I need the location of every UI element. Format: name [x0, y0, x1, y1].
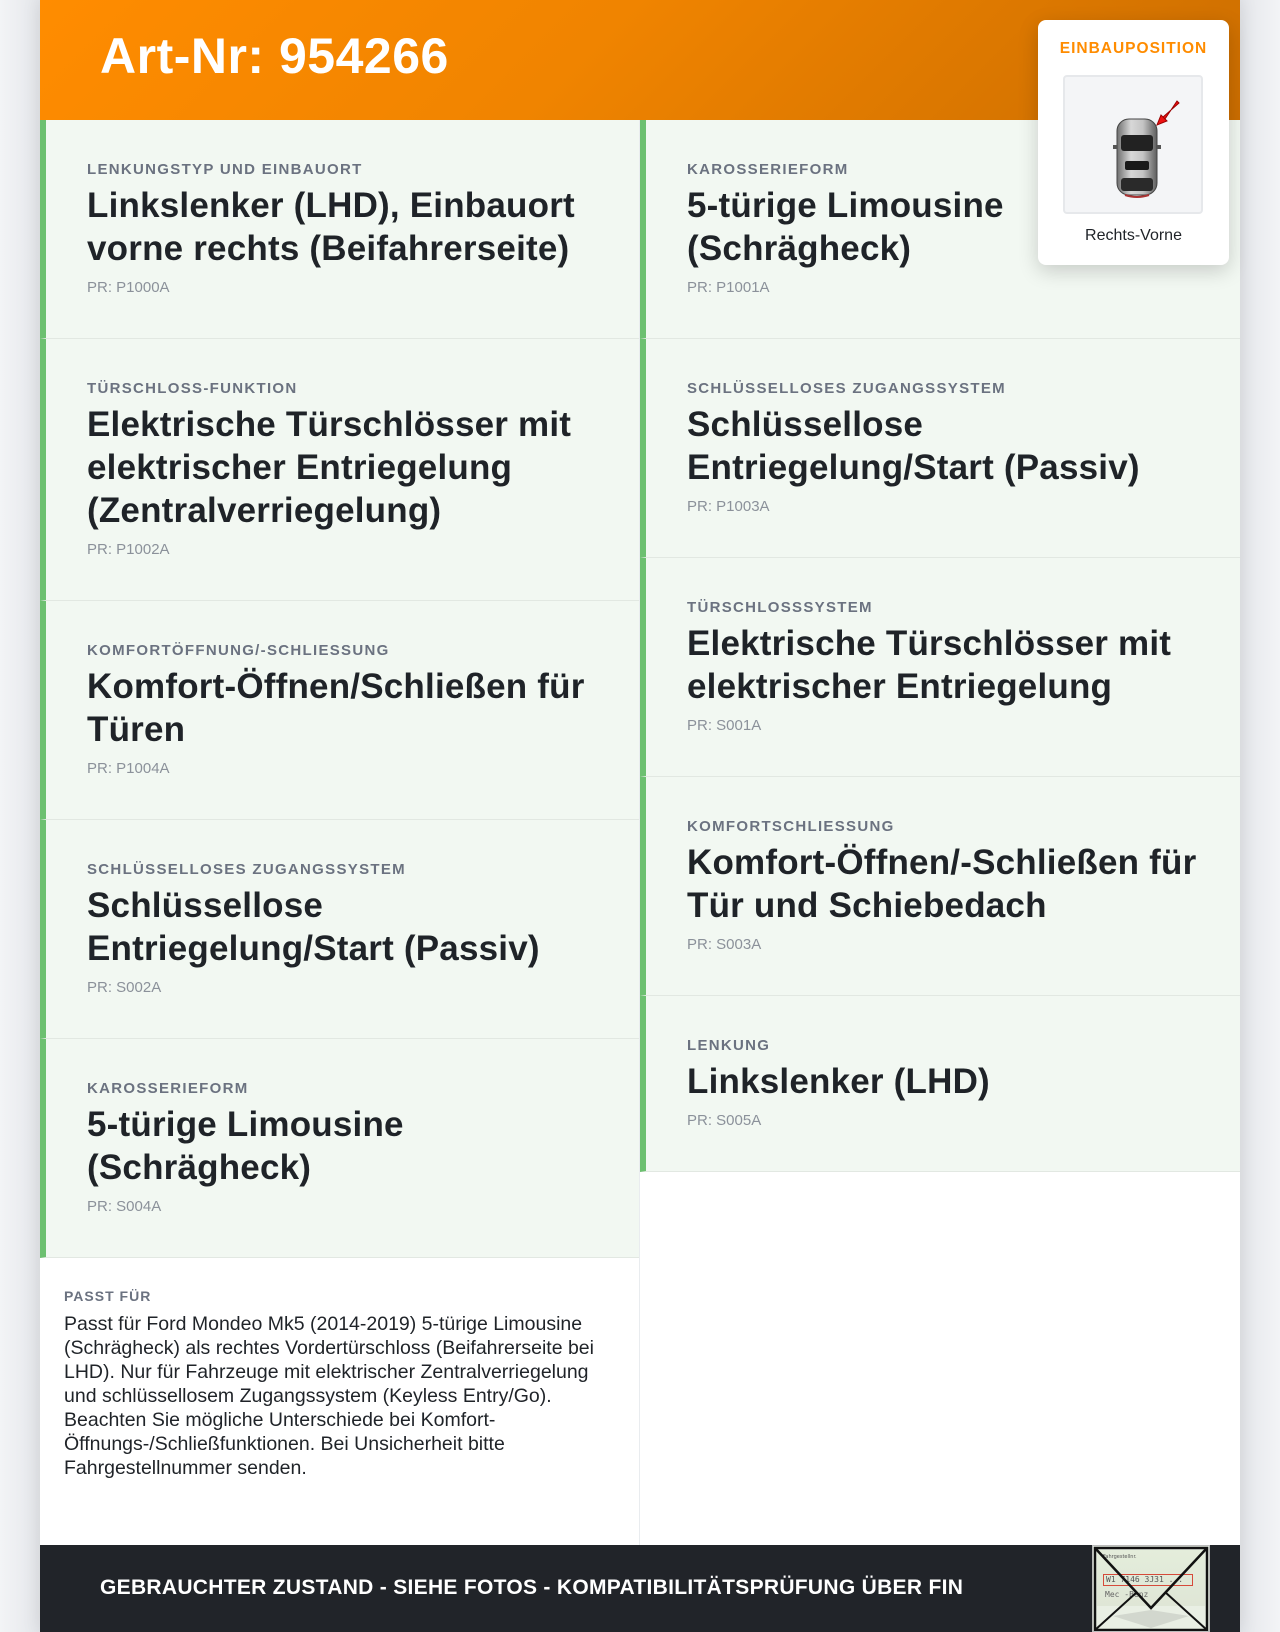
spec-label: SCHLÜSSELLOSES ZUGANGSSYSTEM: [687, 380, 1006, 397]
spec-title: 5-türige Limousine (Schrägheck): [87, 1105, 404, 1187]
spec-label: TÜRSCHLOSS-FUNKTION: [87, 380, 298, 397]
spec-card: [640, 339, 1240, 558]
fits-label: PASST FÜR: [64, 1288, 152, 1304]
footer-notice: GEBRAUCHTER ZUSTAND - SIEHE FOTOS - KOMPATIBILITÄTSPRÜFUNG ÜBER FIN: [100, 1576, 964, 1599]
page-container: [40, 0, 1240, 1632]
installation-position-popover: [1038, 20, 1229, 265]
spec-code: PR: S002A: [87, 979, 162, 996]
spec-code: PR: P1000A: [87, 279, 170, 296]
spec-code: PR: S004A: [87, 1198, 162, 1215]
spec-card: [40, 820, 639, 1039]
spec-label: SCHLÜSSELLOSES ZUGANGSSYSTEM: [87, 861, 406, 878]
fin-vin-box: W1 7146 3J31 ...: [1103, 1574, 1193, 1586]
spec-label: KOMFORTÖFFNUNG/-SCHLIESSUNG: [87, 642, 390, 659]
spec-label: KAROSSERIEFORM: [687, 161, 849, 178]
envelope-icon: [1093, 1546, 1210, 1632]
footer-bar: [40, 1545, 1240, 1632]
spec-title: Komfort-Öffnen/Schließen für Türen: [87, 667, 585, 749]
spec-code: PR: S003A: [687, 936, 762, 953]
spec-label: KOMFORTSCHLIESSUNG: [687, 818, 895, 835]
spec-card: [640, 558, 1240, 777]
spec-title: Komfort-Öffnen/-Schließen für Tür und Schiebedach: [687, 843, 1197, 925]
installation-position-label: EINBAUPOSITION: [1059, 40, 1208, 57]
spec-card: [640, 777, 1240, 996]
right-column: [640, 120, 1240, 1172]
fin-small-text: Fahrgestellnr.: [1103, 1554, 1137, 1560]
installation-position-value: Rechts-Vorne: [1085, 227, 1182, 244]
spec-code: PR: S005A: [687, 1112, 762, 1129]
left-column: [40, 120, 640, 1545]
spec-title: Schlüssellose Entriegelung/Start (Passiv): [687, 405, 1140, 487]
spec-title: Elektrische Türschlösser mit elektrischer Entriegelung (Zentralverriegelung): [87, 405, 572, 530]
fits-section: [40, 1258, 639, 1502]
spec-label: LENKUNG: [687, 1037, 771, 1054]
spec-code: PR: S001A: [687, 717, 762, 734]
spec-code: PR: P1003A: [687, 498, 770, 515]
spec-label: KAROSSERIEFORM: [87, 1080, 249, 1097]
spec-title: 5-türige Limousine (Schrägheck): [687, 186, 1004, 268]
spec-label: LENKUNGSTYP UND EINBAUORT: [87, 161, 363, 178]
spec-code: PR: P1002A: [87, 541, 170, 558]
car-position-image: [1063, 75, 1203, 214]
spec-title: Elektrische Türschlösser mit elektrischer Entriegelung: [687, 624, 1172, 706]
spec-title: Schlüssellose Entriegelung/Start (Passiv): [87, 886, 540, 968]
spec-label: TÜRSCHLOSSSYSTEM: [687, 599, 873, 616]
spec-card: [640, 996, 1240, 1172]
spec-code: PR: P1001A: [687, 279, 770, 296]
spec-card: [40, 339, 639, 601]
spec-title: Linkslenker (LHD), Einbauort vorne rechts (Beifahrerseite): [87, 186, 575, 268]
spec-card: [40, 1039, 639, 1258]
article-number-title: Art-Nr: 954266: [100, 28, 449, 84]
spec-card: [40, 120, 639, 339]
red-arrow-icon: [1153, 99, 1183, 129]
fits-description: Passt für Ford Mondeo Mk5 (2014-2019) 5-türige Limousine (Schrägheck) als rechtes Vordertürschloss (Beifahrerseite bei LHD). Nur für Fahrzeuge mit elektrischer Zentralverriegelung und schlüssellosem Zugangssystem (Keyless Entry/Go). Beachten Sie mögliche Unterschiede bei Komfort-Öffnungs-/Schließfunktionen. Bei Unsicherheit bitte Fahrgestellnummer senden.: [64, 1313, 594, 1479]
car-top-view-icon: [1065, 77, 1201, 212]
spec-code: PR: P1004A: [87, 760, 170, 777]
fin-make-text: Mec -Benz: [1105, 1590, 1149, 1599]
spec-columns: [40, 120, 1240, 1545]
fin-document-image: [1092, 1545, 1210, 1632]
spec-card: [40, 601, 639, 820]
spec-title: Linkslenker (LHD): [687, 1062, 990, 1101]
